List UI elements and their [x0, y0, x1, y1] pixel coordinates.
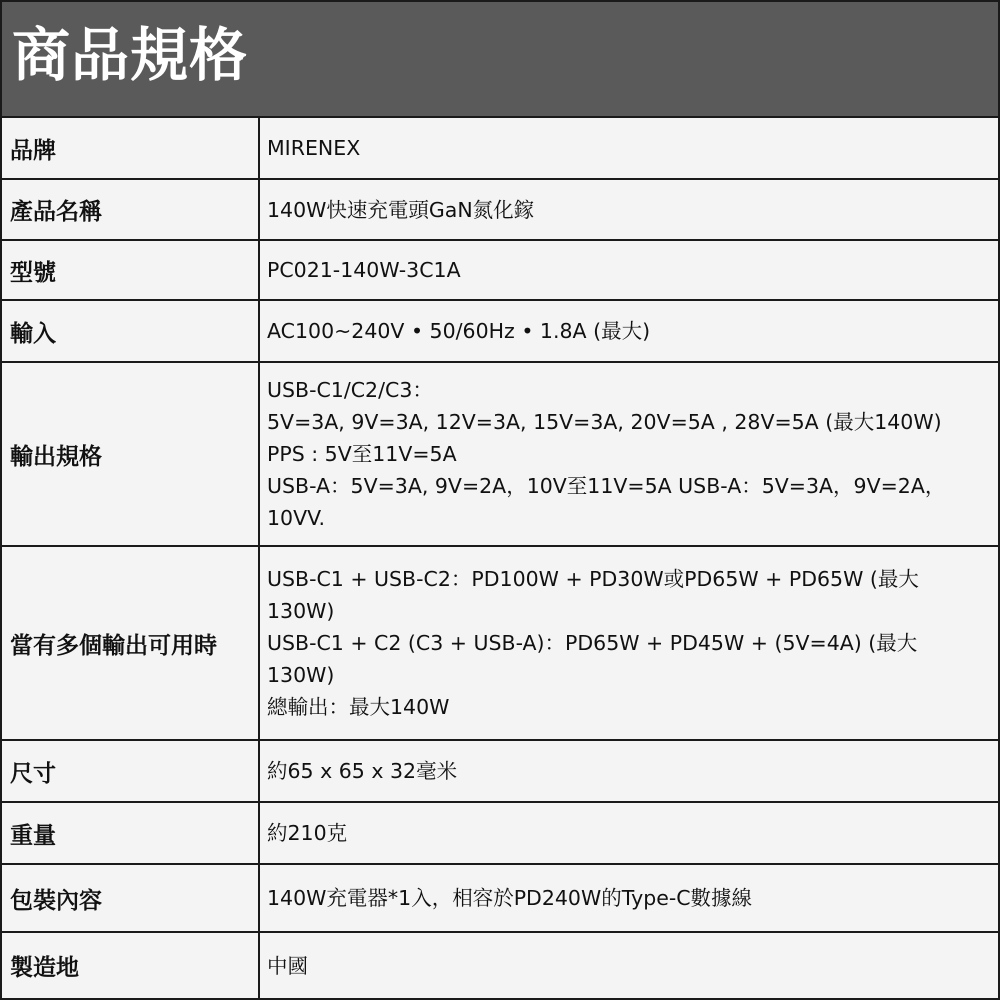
spec-value	[260, 865, 998, 931]
spec-value	[260, 241, 998, 299]
spec-label: 包裝內容	[2, 865, 260, 931]
spec-value-line: MIRENEX	[267, 136, 361, 160]
spec-row-weight	[2, 803, 998, 865]
spec-value-line: AC100~240V • 50/60Hz • 1.8A (最大)	[267, 319, 651, 343]
spec-value-line: USB-A：5V=3A, 9V=2A，10V至11V=5A USB-A：5V=3A，9V=2A，	[267, 474, 946, 498]
spec-value	[260, 180, 998, 239]
spec-row-brand	[2, 118, 998, 180]
spec-row-model	[2, 241, 998, 301]
spec-label: 輸出規格	[2, 363, 260, 545]
spec-table	[2, 118, 998, 998]
page-title: 商品規格	[12, 21, 249, 89]
spec-value	[260, 741, 998, 801]
spec-value-line: 140W快速充電頭GaN氮化鎵	[267, 197, 535, 222]
spec-value-line: 中國	[267, 953, 308, 978]
spec-row-input	[2, 301, 998, 363]
spec-label: 型號	[2, 241, 260, 299]
spec-label: 當有多個輸出可用時	[2, 547, 260, 739]
spec-label: 重量	[2, 803, 260, 863]
spec-row-product-name	[2, 180, 998, 241]
spec-value-line: 140W充電器*1入，相容於PD240W的Type-C數據線	[267, 886, 753, 910]
spec-value-line: USB-C1 + C2 (C3 + USB-A)：PD65W + PD45W + (5V=4A) (最大	[267, 631, 918, 655]
spec-row-dimensions	[2, 741, 998, 803]
spec-value	[260, 363, 998, 545]
spec-value-line: 約210克	[267, 821, 348, 845]
spec-value-line: 10VV.	[267, 506, 326, 530]
spec-value-line: 130W)	[267, 599, 335, 623]
header-bar	[2, 2, 998, 118]
spec-row-origin	[2, 933, 998, 998]
spec-label: 產品名稱	[2, 180, 260, 239]
spec-row-multi-output	[2, 547, 998, 741]
spec-value-line: PPS : 5V至11V=5A	[267, 442, 457, 466]
spec-value-line: 130W)	[267, 663, 335, 687]
spec-label: 品牌	[2, 118, 260, 178]
spec-value-line: PC021-140W-3C1A	[267, 258, 461, 282]
spec-value-line: 總輸出：最大140W	[267, 695, 450, 719]
spec-label: 輸入	[2, 301, 260, 361]
spec-label: 製造地	[2, 933, 260, 998]
spec-value	[260, 301, 998, 361]
spec-label: 尺寸	[2, 741, 260, 801]
spec-row-package-contents	[2, 865, 998, 933]
spec-value	[260, 803, 998, 863]
spec-value-line: 約65 x 65 x 32毫米	[267, 759, 458, 783]
spec-value	[260, 547, 998, 739]
spec-value-line: 5V=3A, 9V=3A, 12V=3A, 15V=3A, 20V=5A , 28V=5A (最大140W)	[267, 410, 942, 434]
spec-value	[260, 118, 998, 178]
spec-value	[260, 933, 998, 998]
spec-value-line: USB-C1/C2/C3：	[267, 378, 433, 402]
spec-value-line: USB-C1 + USB-C2：PD100W + PD30W或PD65W + PD65W (最大	[267, 567, 919, 591]
spec-row-output	[2, 363, 998, 547]
